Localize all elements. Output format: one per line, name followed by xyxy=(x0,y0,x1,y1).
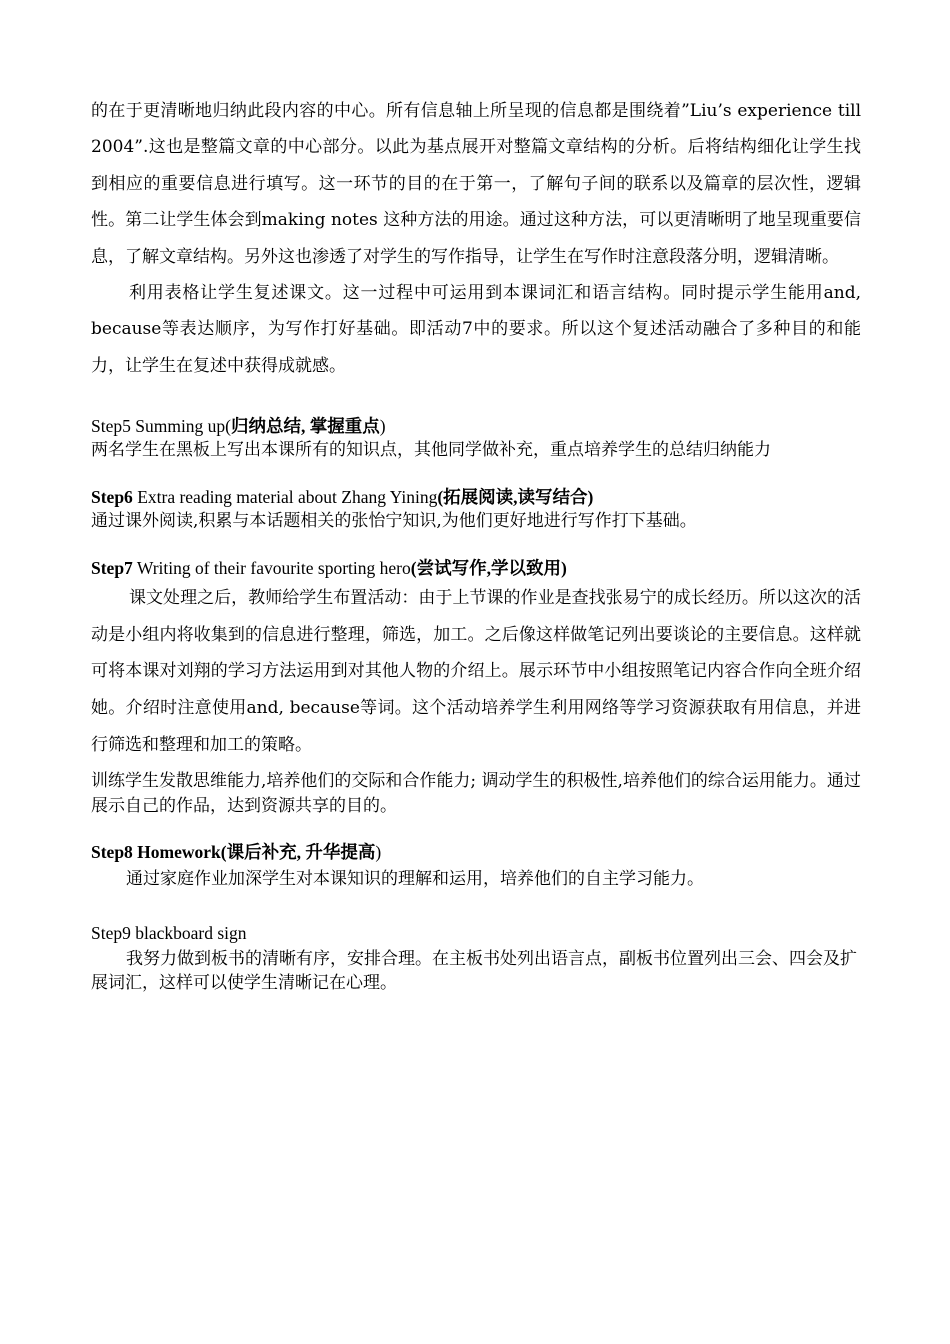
step6-title-plain: Extra reading material about Zhang Yining xyxy=(132,486,438,507)
step6-title-lead: Step6 xyxy=(91,486,133,507)
step7-title-plain: Writing of their favourite sporting hero xyxy=(132,558,411,579)
step9-heading: Step9 blackboard sign xyxy=(91,922,247,943)
step5-title-bold: 归纳总结, 掌握重点 xyxy=(231,416,380,437)
step7-title-bold: (尝试写作,学以致用) xyxy=(410,558,567,579)
document-content xyxy=(91,93,861,996)
step5-body: 两名学生在黑板上写出本课所有的知识点，其他同学做补充，重点培养学生的总结归纳能力 xyxy=(91,440,771,461)
step9-body: 我努力做到板书的清晰有序，安排合理。在主板书处列出语言点，副板书位置列出三会、四会及扩展词汇，这样可以使学生清晰记在心理。 xyxy=(91,948,857,994)
step8-title-end: ) xyxy=(375,842,382,863)
step8-title-bold: Step8 Homework(课后补充, 升华提高 xyxy=(91,842,376,863)
paragraph-structure-analysis: 的在于更清晰地归纳此段内容的中心。所有信息轴上所呈现的信息都是围绕着”Liu’s experience till 2004”.这也是整篇文章的中心部分。以此为基点展开对整篇文章结构的分析。后将结构细化让学生找到相应的重要信息进行填写。这一环节的目的在于第一，了解句子间的联系以及篇章的层次性，逻辑性。第二让学生体会到making notes 这种方法的用途。通过这种方法，可以更清晰明了地呈现重要信息，了解文章结构。另外这也渗透了对学生的写作指导，让学生在写作时注意段落分明，逻辑清晰。 xyxy=(91,101,861,267)
paragraph-retelling: 利用表格让学生复述课文。这一过程中可运用到本课词汇和语言结构。同时提示学生能用and, because等表达顺序，为写作打好基础。即活动7中的要求。所以这个复述活动融合了多种目的和能力，让学生在复述中获得成就感。 xyxy=(91,283,861,376)
step6-heading xyxy=(91,485,861,509)
step7-heading xyxy=(91,556,861,580)
step8-heading xyxy=(91,840,861,864)
step7-title-lead: Step7 xyxy=(91,558,133,579)
step8-body: 通过家庭作业加深学生对本课知识的理解和运用，培养他们的自主学习能力。 xyxy=(126,869,704,890)
step7-body-2: 训练学生发散思维能力,培养他们的交际和合作能力; 调动学生的积极性,培养他们的综合运用能力。通过展示自己的作品，达到资源共享的目的。 xyxy=(91,771,861,816)
step6-body: 通过课外阅读,积累与本话题相关的张怡宁知识,为他们更好地进行写作打下基础。 xyxy=(91,510,697,531)
step6-title-bold: (拓展阅读,读写结合) xyxy=(437,486,594,507)
step5-title-end: ) xyxy=(379,416,386,437)
step5-heading xyxy=(91,414,861,438)
step5-title-plain: Step5 Summing up( xyxy=(91,416,232,437)
step7-body: 课文处理之后，教师给学生布置活动：由于上节课的作业是查找张易宁的成长经历。所以这次的活动是小组内将收集到的信息进行整理，筛选，加工。之后像这样做笔记列出要谈论的主要信息。这样就可将本课对刘翔的学习方法运用到对其他人物的介绍上。展示环节中小组按照笔记内容合作向全班介绍她。介绍时注意使用and, because等词。这个活动培养学生利用网络等学习资源获取有用信息，并进行筛选和整理和加工的策略。 xyxy=(91,588,861,755)
